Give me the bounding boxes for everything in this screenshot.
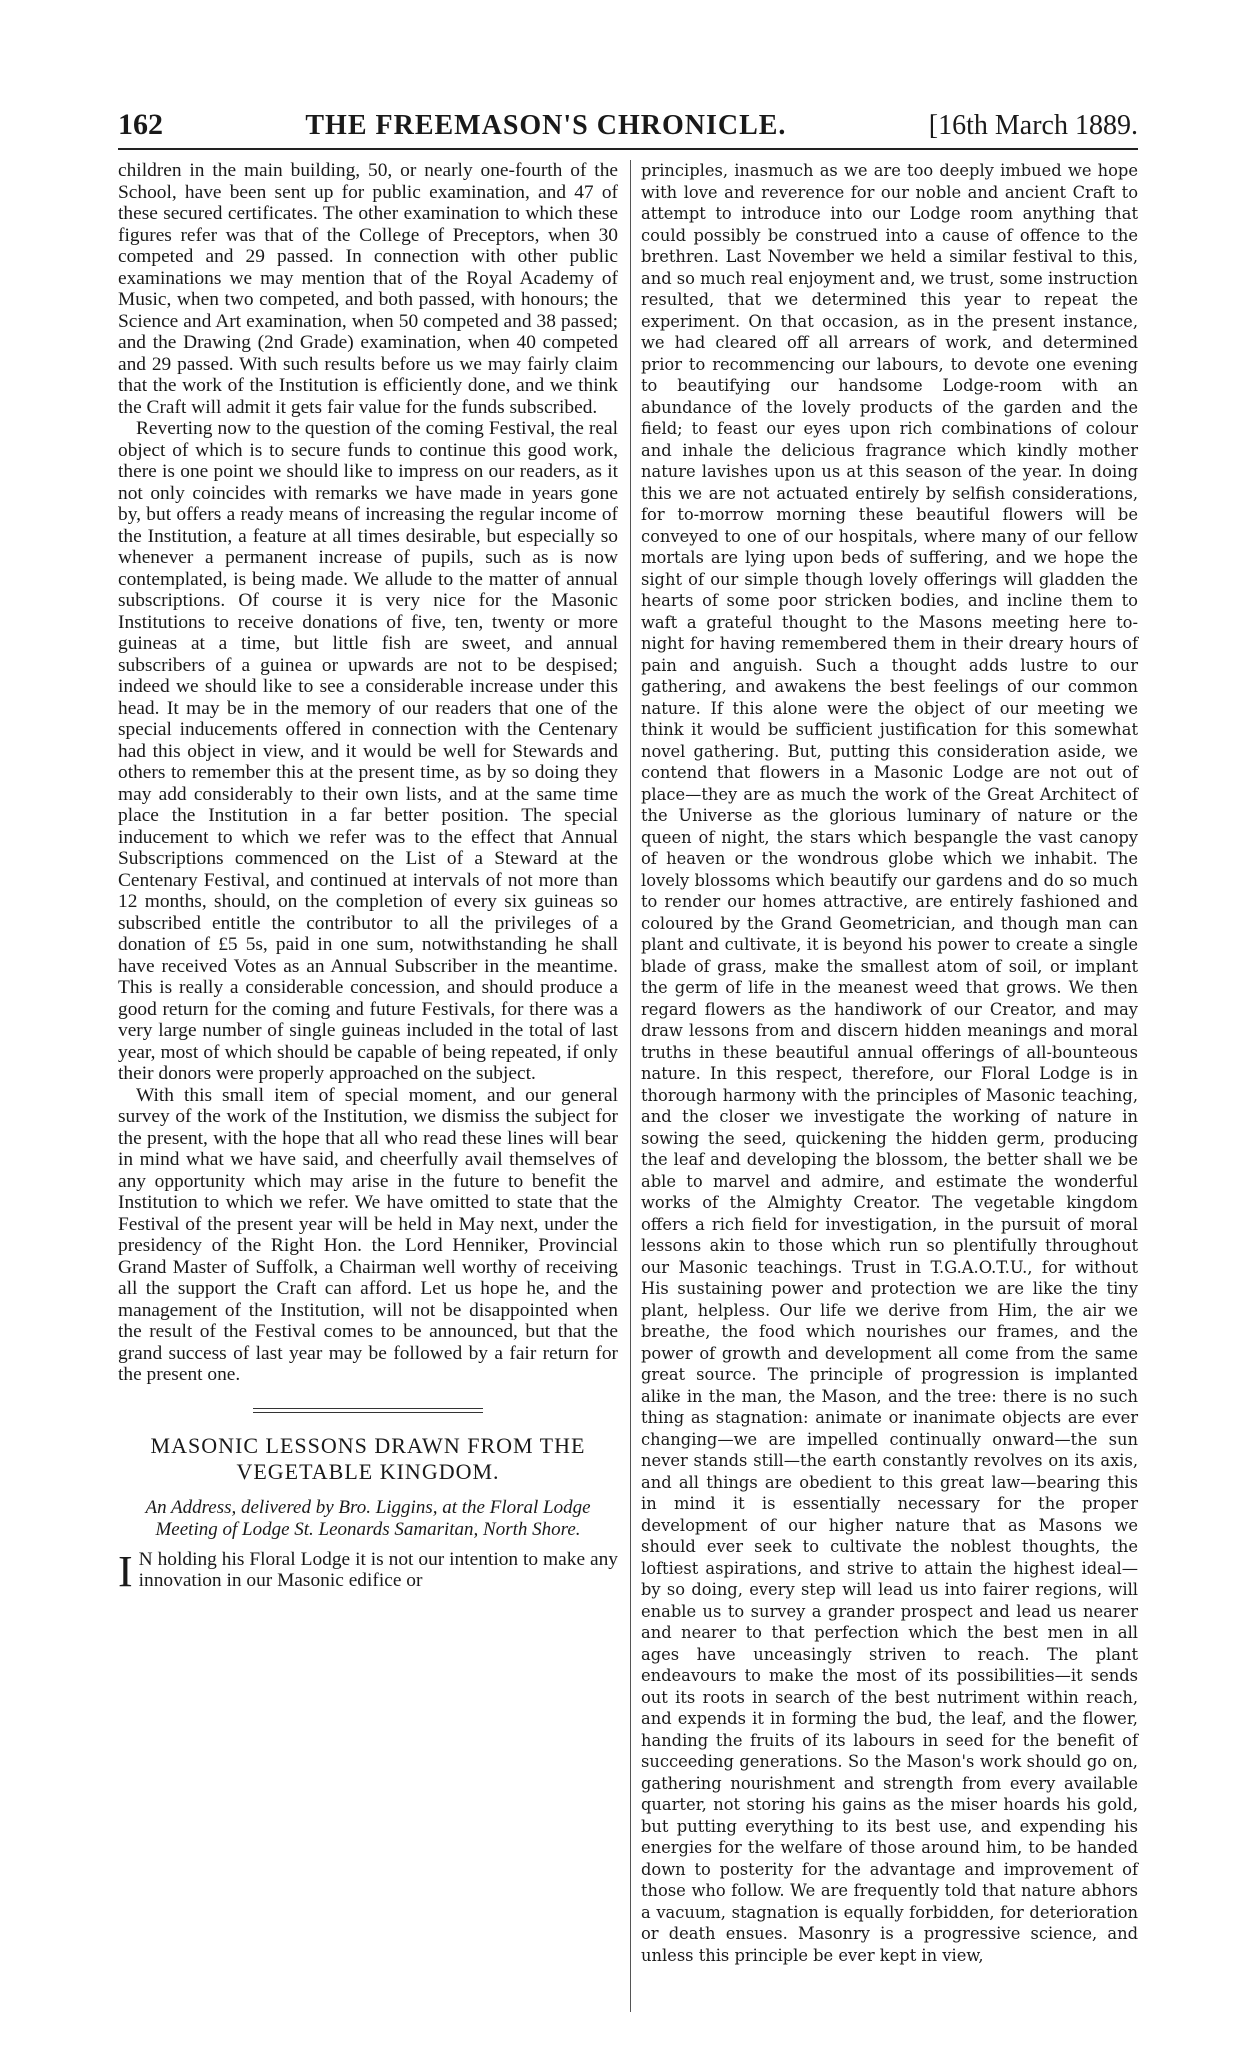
journal-title: THE FREEMASON'S CHRONICLE. xyxy=(305,110,787,141)
issue-date: [16th March 1889. xyxy=(928,110,1138,141)
masthead xyxy=(118,98,1138,150)
left-column xyxy=(118,160,618,1596)
drop-cap: I xyxy=(118,1546,133,1596)
section-intro-text: N holding his Floral Lodge it is not our intention to make any innovation in our Masonic edifice or xyxy=(138,1548,618,1591)
section-intro xyxy=(118,1546,618,1596)
section-title: MASONIC LESSONS DRAWN FROM THE VEGETABLE KINGDOM. xyxy=(150,1432,586,1484)
article-paragraph: principles, inasmuch as we are too deeply imbued we hope with love and reverence for our noble and ancient Craft to attempt to introduce into our Lodge room anything that could possibly be construed into a cause of offence to the brethren. Last November we held a similar festival to this, and so much real enjoyment and, we trust, some instruction resulted, that we determined this year to repeat the experiment. On that occasion, as in the present instance, we had cleared off all arrears of work, and determined prior to recommencing our labours, to devote one evening to beautifying our handsome Lodge-room with an abundance of the lovely products of the garden and the field; to feast our eyes upon rich combinations of colour and inhale the delicious fragrance which kindly mother nature lavishes upon us at this season of the year. In doing this we are not actuated entirely by selfish considerations, for to-morrow morning these beautiful flowers will be conveyed to one of our hospitals, where many of our fellow mortals are lying upon beds of suffering, and we hope the sight of our simple though lovely offerings will gladden the hearts of some poor stricken bodies, and incline them to waft a grateful thought to the Masons meeting here to-night for having remembered them in their dreary hours of pain and anguish. Such a thought adds lustre to our gathering, and awakens the best feelings of our common nature. If this alone were the object of our meeting we think it would be sufficient justification for this somewhat novel gathering. But, putting this consideration aside, we contend that flowers in a Masonic Lodge are not out of place—they are as much the work of the Great Architect of the Universe as the glorious luminary of nature or the queen of night, the stars which bespangle the vast canopy of heaven or the wondrous globe which we inhabit. The lovely blossoms which beautify our gardens and do so much to render our homes attractive, are entirely fashioned and coloured by the Grand Geometrician, and though man can plant and cultivate, it is beyond his power to create a single blade of grass, make the smallest atom of soil, or implant the germ of life in the meanest weed that grows. We then regard flowers as the handiwork of our Creator, and may draw lessons from and discern hidden meanings and moral truths in these beautiful annual offerings of all-bounteous nature. In this respect, therefore, our Floral Lodge is in thorough harmony with the principles of Masonic teaching, and the closer we investigate the working of nature in sowing the seed, quickening the hidden germ, producing the leaf and developing the blossom, the better shall we be able to marvel and admire, and estimate the wonderful works of the Almighty Creator. The vegetable kingdom offers a rich field for investigation, in the pursuit of moral lessons akin to those which run so plentifully throughout our Masonic teachings. Trust in T.G.A.O.T.U., for without His sustaining power and protection we are like the tiny plant, helpless. Our life we derive from Him, the air we breathe, the food which nourishes our frames, and the power of growth and development all come from the same great source. The principle of progression is implanted alike in the man, the Mason, and the tree: there is no such thing as stagnation: animate or inanimate objects are ever changing—we are impelled continually onward—the sun never stands still—the earth constantly revolves on its axis, and all things are obedient to this great law—bearing this in mind it is essentially necessary for the proper development of our higher nature that as Masons we should ever seek to cultivate the noblest thoughts, the loftiest aspirations, and strive to attain the highest ideal—by so doing, every step will lead us into fairer regions, will enable us to survey a grander prospect and lead us nearer and nearer to that perfection which the best men in all ages have unceasingly striven to reach. The plant endeavours to make the most of its possibilities—it sends out its roots in search of the best nutriment within reach, and expends it in forming the bud, the leaf, and the flower, handing the fruits of its labours in seed for the benefit of succeeding generations. So the Mason's work should go on, gathering nourishment and strength from every available quarter, not storing his gains as the miser hoards his gold, but putting everything to its best use, and expending his energies for the welfare of those around him, to be handed down to posterity for the advantage and improvement of those who follow. We are frequently told that nature abhors a vacuum, stagnation is equally forbidden, for deterioration or death ensues. Masonry is a progressive science, and unless this principle be ever kept in view, xyxy=(641,161,1138,1965)
page-number: 162 xyxy=(118,108,163,141)
article-paragraph: Reverting now to the question of the coming Festival, the real object of which is to secure funds to continue this good work, there is one point we should like to impress on our readers, as it not only coincides with remarks we have made in years gone by, but offers a ready means of increasing the regular income of the Institution, a feature at all times desirable, but especially so whenever a permanent increase of pupils, such as is now contemplated, is being made. We allude to the matter of annual subscriptions. Of course it is very nice for the Masonic Institutions to receive donations of five, ten, twenty or more guineas at a time, but little fish are sweet, and annual subscribers of a guinea or upwards are not to be despised; indeed we should like to see a considerable increase under this head. It may be in the memory of our readers that one of the special inducements offered in connection with the Centenary had this object in view, and it would be well for Stewards and others to remember this at the present time, as by so doing they may add considerably to their own lists, and at the same time place the Institution in a far better position. The special inducement to which we refer was to the effect that Annual Subscriptions commenced on the List of a Steward at the Centenary Festival, and continued at intervals of not more than 12 months, should, on the completion of every six guineas so subscribed entitle the contributor to all the privileges of a donation of £5 5s, paid in one sum, notwithstanding he shall have received Votes as an Annual Subscriber in the meantime. This is really a considerable concession, and should produce a good return for the coming and future Festivals, for there was a very large number of single guineas included in the total of last year, most of which should be capable of being repeated, if only their donors were properly approached on the subject. xyxy=(118,418,618,1084)
article-paragraph: children in the main building, 50, or nearly one-fourth of the School, have been sent up for public examination, and 47 of these secured certificates. The other examination to which these figures refer was that of the College of Preceptors, when 30 competed and 29 passed. In connection with other public examinations we may mention that of the Royal Academy of Music, when two competed, and both passed, with honours; the Science and Art examination, when 50 competed and 38 passed; and the Drawing (2nd Grade) examination, when 40 competed and 29 passed. With such results before us we may fairly claim that the work of the Institution is efficiently done, and we think the Craft will admit it gets fair value for the funds subscribed. xyxy=(118,160,618,418)
section-byline: An Address, delivered by Bro. Liggins, at the Floral Lodge Meeting of Lodge St. Leonards Samaritan, North Shore. xyxy=(145,1496,591,1540)
right-column xyxy=(630,160,1138,2012)
article-paragraph: With this small item of special moment, and our general survey of the work of the Institution, we dismiss the subject for the present, with the hope that all who read these lines will bear in mind what we have said, and cheerfully avail themselves of any opportunity which may arise in the future to benefit the Institution to which we refer. We have omitted to state that the Festival of the present year will be held in May next, under the presidency of the Right Hon. the Lord Henniker, Provincial Grand Master of Suffolk, a Chairman well worthy of receiving all the support the Craft can afford. Let us hope he, and the management of the Institution, will not be disappointed when the result of the Festival comes to be announced, but that the grand success of last year may be followed by a fair return for the present one. xyxy=(118,1084,618,1385)
section-divider xyxy=(253,1408,483,1413)
